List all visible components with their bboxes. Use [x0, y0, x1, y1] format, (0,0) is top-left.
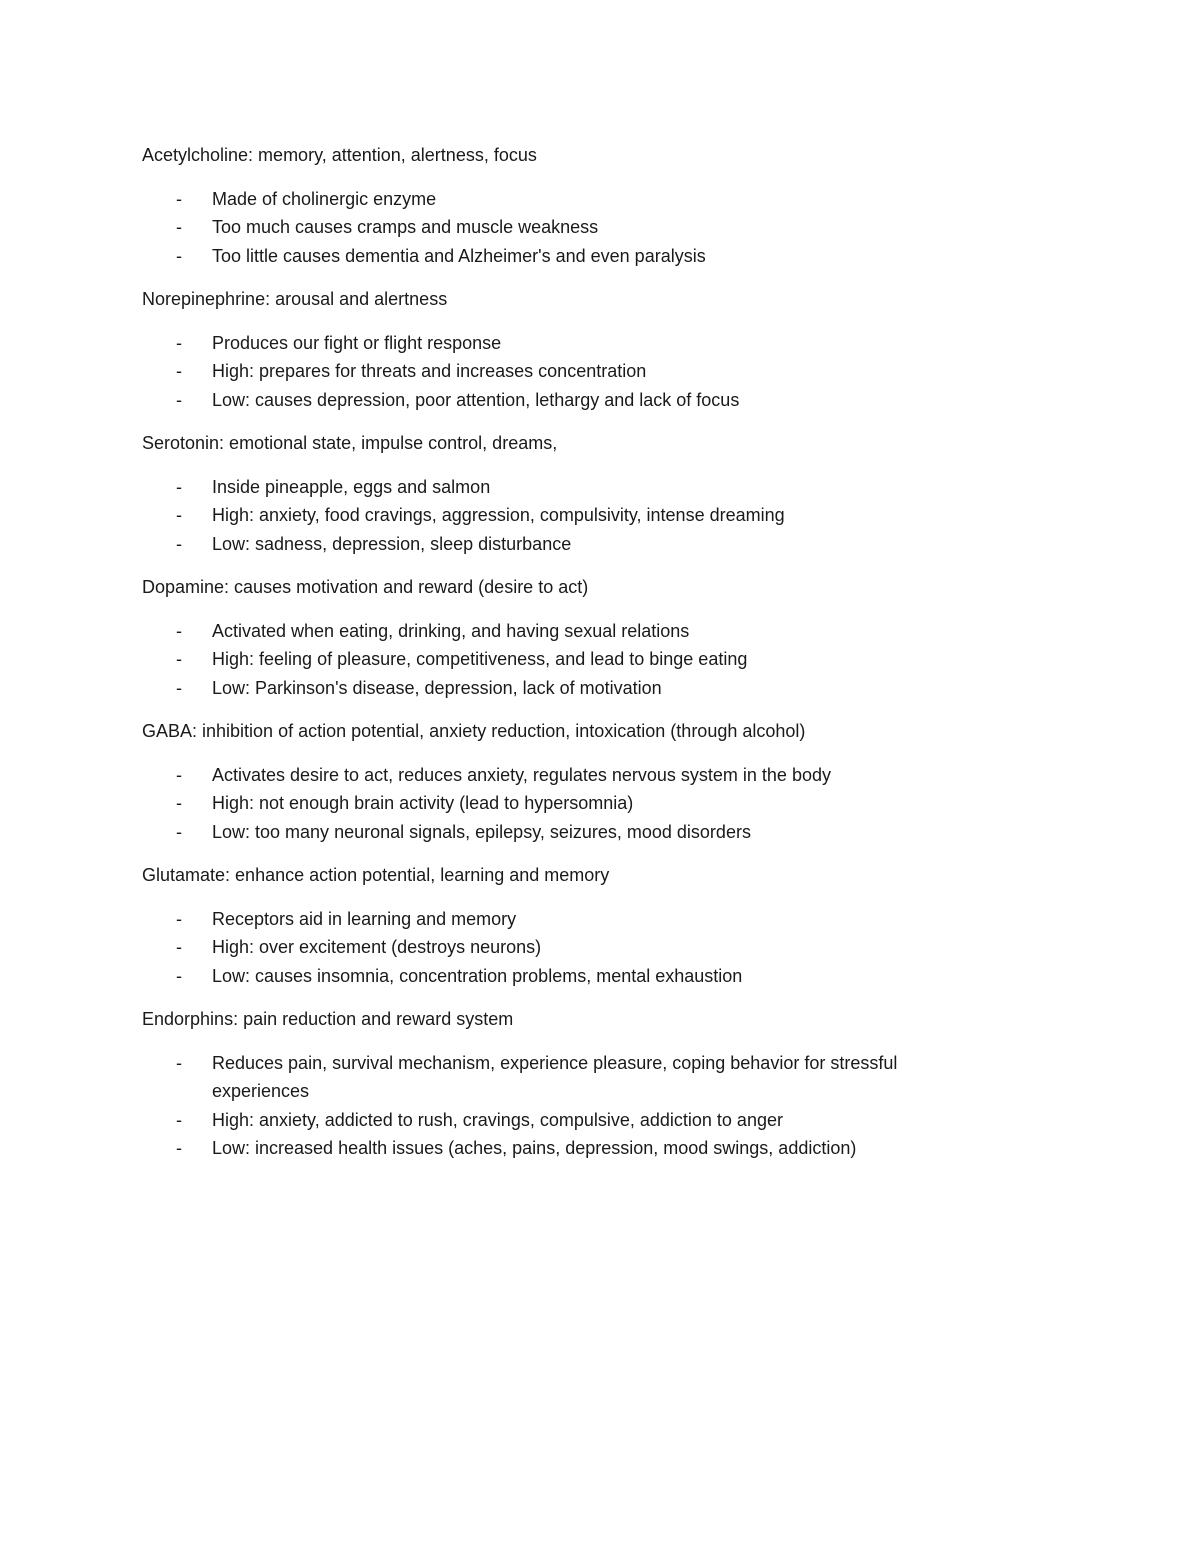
list-item-text: Activates desire to act, reduces anxiety, regulates nervous system in the body	[212, 764, 831, 785]
bullet-dash: -	[176, 476, 182, 497]
bullet-list	[142, 329, 982, 415]
bullet-dash: -	[176, 361, 182, 381]
list-item-text: Inside pineapple, eggs and salmon	[212, 476, 491, 497]
list-item	[142, 473, 982, 502]
bullet-list	[142, 1049, 982, 1163]
bullet-dash: -	[176, 1109, 182, 1130]
section-heading: Norepinephrine: arousal and alertness	[142, 289, 448, 309]
section-dopamine	[142, 573, 982, 702]
bullet-dash: -	[176, 937, 182, 957]
bullet-dash: -	[176, 188, 182, 209]
list-item	[142, 617, 982, 646]
list-item-text: Too much causes cramps and muscle weakness	[212, 217, 599, 237]
list-item	[142, 1134, 982, 1163]
bullet-dash: -	[176, 821, 182, 842]
section-endorphins	[142, 1005, 982, 1163]
list-item-text: Low: too many neuronal signals, epilepsy, seizures, mood disorders	[212, 821, 751, 842]
list-item-text: Reduces pain, survival mechanism, experience pleasure, coping behavior for stressful experiences	[212, 1052, 898, 1101]
list-item-text: Made of cholinergic enzyme	[212, 188, 437, 209]
section-heading: Glutamate: enhance action potential, learning and memory	[142, 865, 610, 885]
list-item-text: Low: Parkinson's disease, depression, lack of motivation	[212, 677, 662, 698]
list-item-text: Low: sadness, depression, sleep disturbance	[212, 533, 572, 554]
list-item-text: High: prepares for threats and increases concentration	[212, 361, 647, 381]
bullet-dash: -	[176, 764, 182, 785]
bullet-list	[142, 473, 982, 559]
list-item-text: Produces our fight or flight response	[212, 332, 502, 353]
list-item	[142, 818, 982, 847]
list-item-text: High: over excitement (destroys neurons)	[212, 937, 542, 957]
list-item	[142, 1106, 982, 1135]
list-item	[142, 213, 982, 242]
section-norepinephrine	[142, 285, 982, 414]
section-glutamate	[142, 861, 982, 990]
list-item-text: High: not enough brain activity (lead to hypersomnia)	[212, 793, 634, 813]
list-item	[142, 962, 982, 991]
bullet-dash: -	[176, 332, 182, 353]
bullet-dash: -	[176, 793, 182, 813]
list-item	[142, 357, 982, 386]
list-item-text: Too little causes dementia and Alzheimer's and even paralysis	[212, 245, 706, 266]
bullet-dash: -	[176, 965, 182, 986]
bullet-dash: -	[176, 245, 182, 266]
list-item	[142, 645, 982, 674]
document-body	[142, 141, 982, 1178]
list-item	[142, 242, 982, 271]
bullet-dash: -	[176, 620, 182, 641]
list-item	[142, 789, 982, 818]
list-item	[142, 501, 982, 530]
bullet-dash: -	[176, 505, 182, 525]
list-item-text: High: anxiety, food cravings, aggression, compulsivity, intense dreaming	[212, 505, 785, 525]
bullet-list	[142, 617, 982, 703]
bullet-dash: -	[176, 217, 182, 237]
list-item-text: Low: causes depression, poor attention, lethargy and lack of focus	[212, 389, 740, 410]
section-heading: Serotonin: emotional state, impulse control, dreams,	[142, 433, 558, 453]
section-heading: GABA: inhibition of action potential, anxiety reduction, intoxication (through alcohol)	[142, 721, 806, 741]
list-item-text: Low: causes insomnia, concentration problems, mental exhaustion	[212, 965, 743, 986]
list-item-text: High: feeling of pleasure, competitiveness, and lead to binge eating	[212, 649, 748, 669]
bullet-list	[142, 905, 982, 991]
section-heading: Dopamine: causes motivation and reward (desire to act)	[142, 577, 589, 597]
bullet-list	[142, 761, 982, 847]
list-item	[142, 530, 982, 559]
list-item	[142, 1049, 982, 1106]
list-item	[142, 329, 982, 358]
bullet-dash: -	[176, 649, 182, 669]
bullet-dash: -	[176, 1138, 182, 1158]
section-serotonin	[142, 429, 982, 558]
list-item	[142, 386, 982, 415]
list-item	[142, 761, 982, 790]
section-gaba	[142, 717, 982, 846]
list-item	[142, 905, 982, 934]
list-item-text: High: anxiety, addicted to rush, cravings, compulsive, addiction to anger	[212, 1109, 783, 1130]
list-item	[142, 674, 982, 703]
list-item-text: Receptors aid in learning and memory	[212, 908, 517, 929]
section-acetylcholine	[142, 141, 982, 270]
list-item-text: Low: increased health issues (aches, pains, depression, mood swings, addiction)	[212, 1138, 857, 1158]
bullet-dash: -	[176, 908, 182, 929]
bullet-dash: -	[176, 1052, 182, 1073]
section-heading: Acetylcholine: memory, attention, alertness, focus	[142, 145, 537, 165]
bullet-dash: -	[176, 533, 182, 554]
bullet-dash: -	[176, 677, 182, 698]
list-item	[142, 185, 982, 214]
bullet-list	[142, 185, 982, 271]
bullet-dash: -	[176, 389, 182, 410]
list-item	[142, 933, 982, 962]
section-heading: Endorphins: pain reduction and reward system	[142, 1009, 514, 1029]
list-item-text: Activated when eating, drinking, and having sexual relations	[212, 620, 690, 641]
